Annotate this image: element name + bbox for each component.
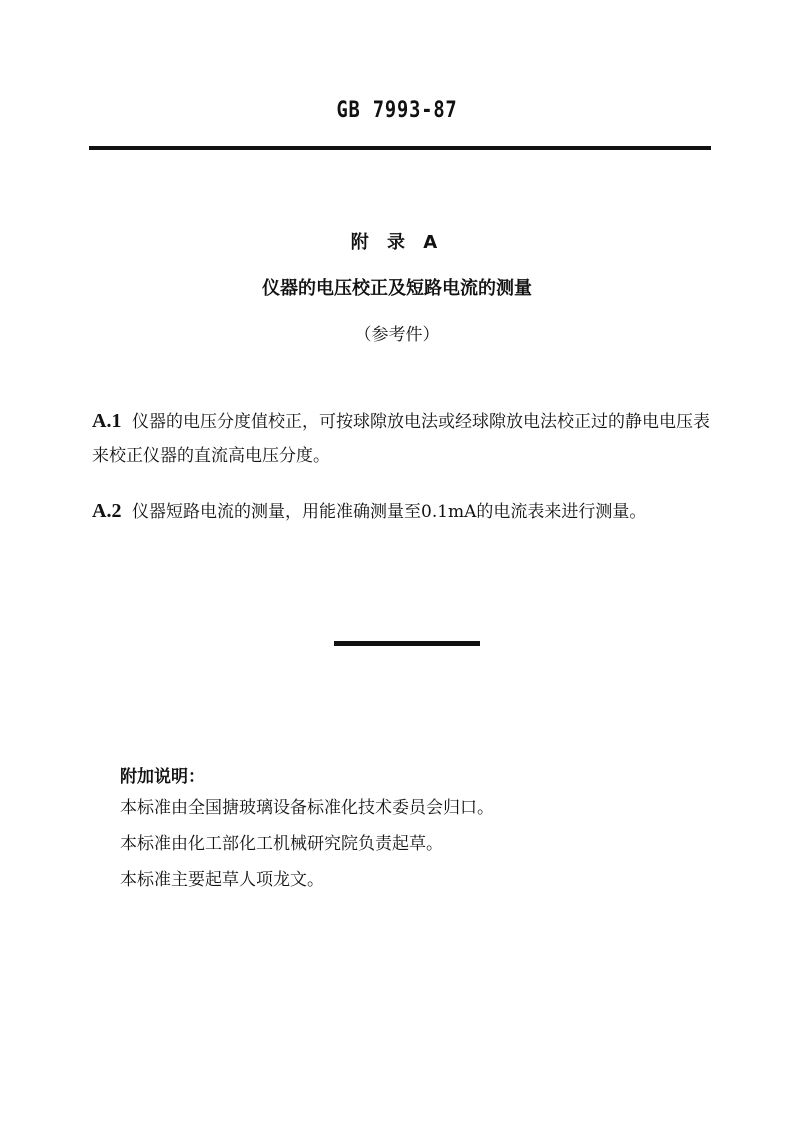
appendix-title: 仪器的电压校正及短路电流的测量 (262, 278, 532, 299)
notes-line: 本标准由化工部化工机械研究院负责起草。 (120, 834, 443, 854)
appendix-note: （参考件） (354, 325, 440, 345)
clause-text: 仪器的电压分度值校正，可按球隙放电法或经球隙放电法校正过的静电电压表来校正仪器的直流高电压分度。 (92, 412, 710, 466)
clause-a2 (92, 494, 722, 529)
additional-notes (120, 762, 720, 905)
appendix-label: 附 录 A (350, 232, 444, 253)
notes-line: 本标准由全国搪玻璃设备标准化技术委员会归口。 (120, 798, 494, 818)
notes-line: 本标准主要起草人项龙文。 (120, 870, 324, 890)
notes-heading: 附加说明： (120, 767, 205, 787)
end-rule (334, 641, 480, 646)
clause-number: A.2 (92, 500, 122, 522)
header-rule (89, 146, 711, 150)
standard-code: GB 7993-87 (336, 98, 458, 123)
clause-number: A.1 (92, 410, 122, 432)
clause-text: 仪器短路电流的测量，用能准确测量至0.1mA的电流表来进行测量。 (132, 502, 647, 522)
clause-a1 (92, 404, 722, 473)
